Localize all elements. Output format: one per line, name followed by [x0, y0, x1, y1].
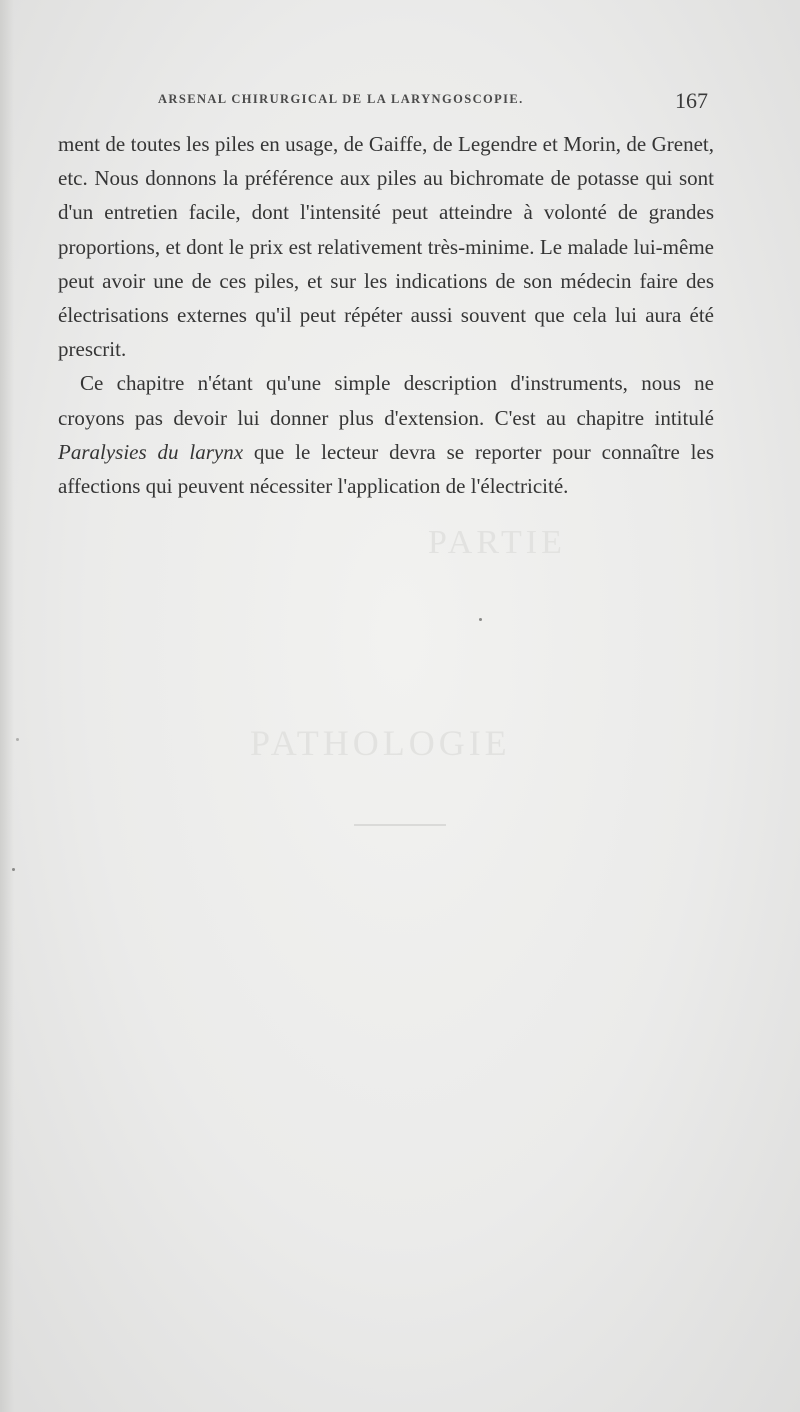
- paragraph-electricity: [58, 366, 714, 503]
- ink-speck: [12, 868, 15, 871]
- running-head: [60, 88, 710, 116]
- paragraph-text-before: Ce chapitre n'étant qu'une simple description d'instruments, nous ne croyons pas devoir lui donner plus d'extension. C'est au chapitre intitulé: [58, 371, 714, 430]
- body-text: [58, 127, 714, 503]
- page-number: 167: [675, 88, 708, 113]
- show-through-rule: [354, 824, 446, 826]
- paragraph-continued: ment de toutes les piles en usage, de Gaiffe, de Legendre et Morin, de Grenet, etc. Nous donnons la préférence aux piles au bichromate de potasse qui sont d'un entretien facile, dont l'intensité peut atteindre à volonté de grandes proportions, et dont le prix est relativement très-minime. Le malade lui-même peut avoir une de ces piles, et sur les indications de son médecin faire des électrisations externes qu'il peut répéter aussi souvent que cela lui aura été prescrit.: [58, 132, 714, 362]
- paragraph-text-after: que le lecteur devra se reporter pour connaître les affections qui peuvent nécessiter l'application de l'électricité.: [58, 439, 714, 499]
- italic-reference: Paralysies du larynx: [58, 439, 244, 464]
- show-through-section-heading: PATHOLOGIE: [250, 723, 511, 763]
- ink-speck: [479, 618, 482, 621]
- ink-speck: [16, 738, 19, 741]
- running-title: ARSENAL CHIRURGICAL DE LA LARYNGOSCOPIE.: [158, 92, 524, 106]
- page-edge-shadow: [0, 0, 14, 1412]
- show-through-part-heading: PARTIE: [428, 524, 566, 561]
